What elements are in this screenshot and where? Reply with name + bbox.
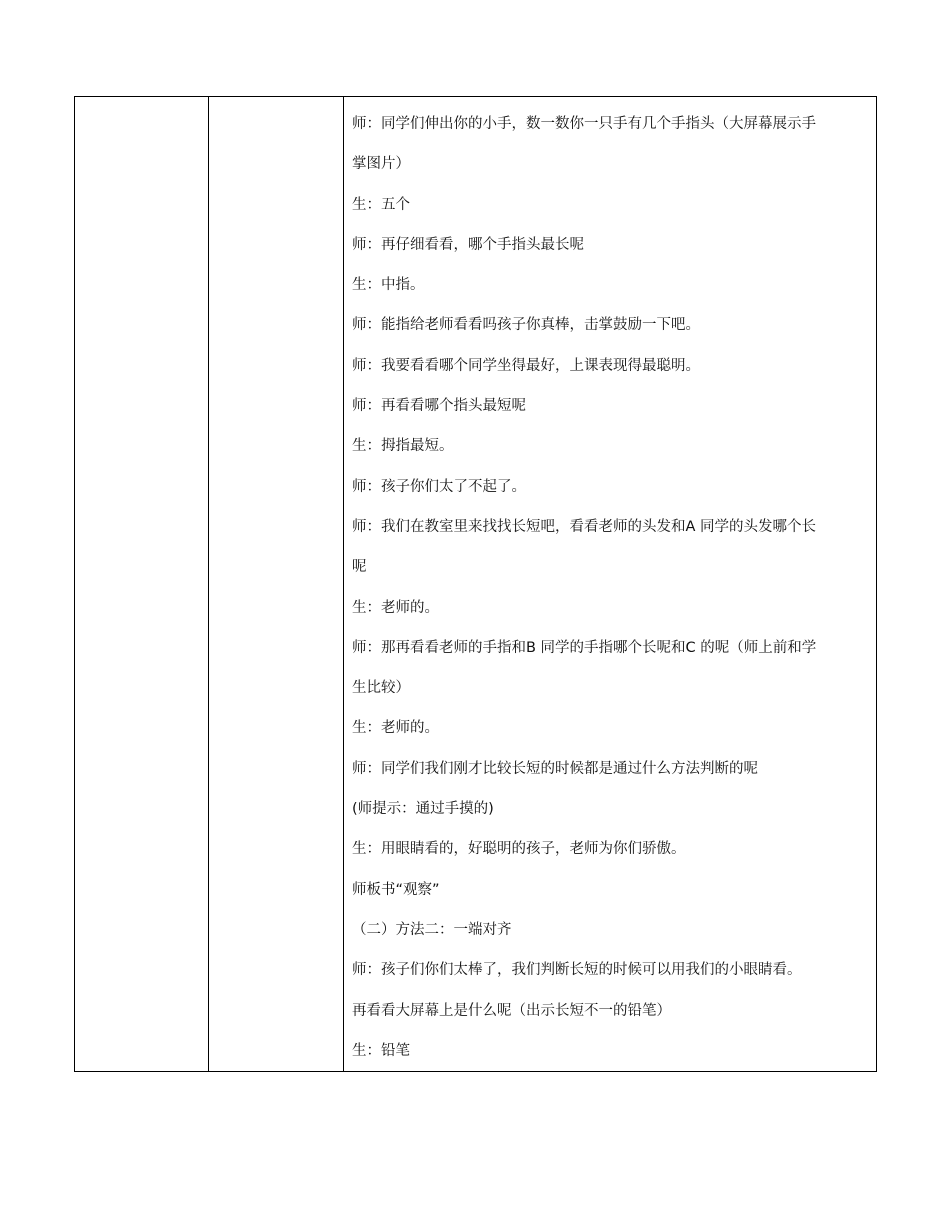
dialogue-line: 呢 bbox=[352, 559, 367, 576]
dialogue-line: 生：五个 bbox=[352, 196, 410, 213]
dialogue-line: 师板书“观察” bbox=[352, 881, 440, 898]
dialogue-line: 师：我们在教室里来找找长短吧，看看老师的头发和A 同学的头发哪个长 bbox=[352, 518, 817, 535]
dialogue-line: (师提示：通过手摸的) bbox=[352, 801, 494, 818]
dialogue-line: 师：那再看看老师的手指和B 同学的手指哪个长呢和C 的呢（师上前和学 bbox=[352, 639, 817, 656]
dialogue-line: 生：中指。 bbox=[352, 277, 425, 294]
dialogue-line: 师：同学们伸出你的小手，数一数你一只手有几个手指头（大屏幕展示手 bbox=[352, 116, 816, 132]
dialogue-line: 师：能指给老师看看吗孩子你真棒，击掌鼓励一下吧。 bbox=[352, 317, 700, 334]
section-heading: （二）方法二：一端对齐 bbox=[352, 921, 512, 938]
dialogue-line: 生：老师的。 bbox=[352, 599, 439, 616]
dialogue-line: 再看看大屏幕上是什么呢（出示长短不一的铅笔） bbox=[352, 1002, 671, 1019]
dialogue-line: 生比较） bbox=[352, 680, 410, 697]
lesson-table bbox=[74, 96, 877, 1072]
dialogue-line: 生：老师的。 bbox=[352, 720, 439, 737]
dialogue-line: 生：铅笔 bbox=[352, 1042, 410, 1059]
empty-cell-notes bbox=[209, 97, 344, 1072]
dialogue-line: 师：我要看看哪个同学坐得最好，上课表现得最聪明。 bbox=[352, 357, 700, 374]
empty-cell-stage bbox=[75, 97, 209, 1072]
dialogue-line: 师：再仔细看看，哪个手指头最长呢 bbox=[352, 236, 584, 253]
dialogue-line: 师：同学们我们刚才比较长短的时候都是通过什么方法判断的呢 bbox=[352, 760, 758, 777]
table-row bbox=[75, 97, 877, 1072]
dialogue-line: 掌图片） bbox=[352, 156, 410, 173]
dialogue-line: 师：再看看哪个指头最短呢 bbox=[352, 398, 526, 415]
dialogue-line: 师：孩子你们太了不起了。 bbox=[352, 478, 526, 495]
dialogue-line: 师：孩子们你们太棒了，我们判断长短的时候可以用我们的小眼睛看。 bbox=[352, 962, 802, 979]
dialogue-line: 生：用眼睛看的，好聪明的孩子，老师为你们骄傲。 bbox=[352, 841, 686, 858]
dialogue-line: 生：拇指最短。 bbox=[352, 438, 454, 455]
dialogue-cell bbox=[344, 97, 877, 1072]
